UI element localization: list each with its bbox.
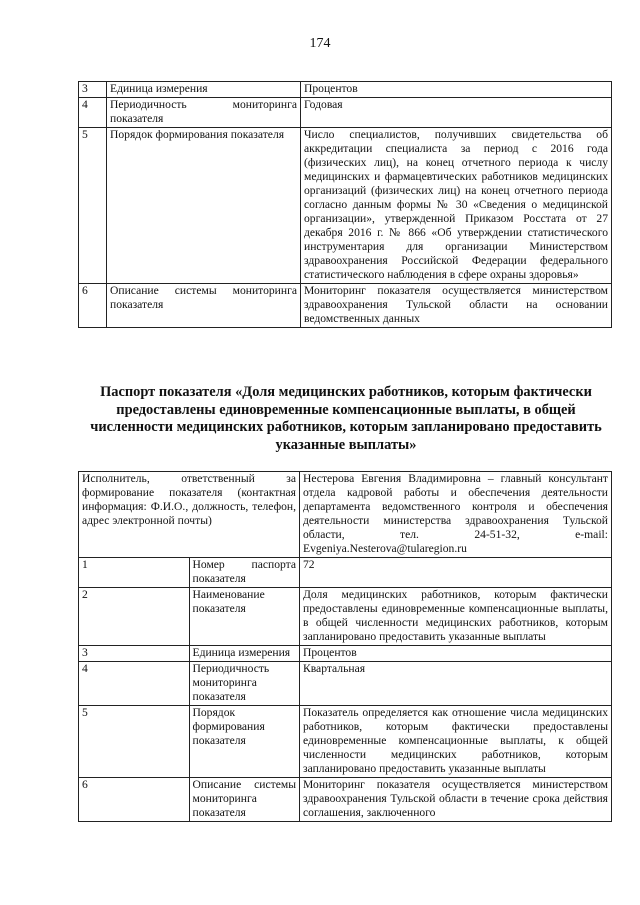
row-number: 3 — [79, 646, 190, 662]
row-number: 3 — [79, 82, 107, 98]
row-label: Описание системы мониторинга показателя — [107, 284, 301, 328]
row-value: 72 — [300, 558, 612, 588]
row-number: 5 — [79, 706, 190, 778]
row-number: 1 — [79, 558, 190, 588]
table-row-executor — [79, 472, 612, 558]
table-row — [79, 706, 612, 778]
table-row — [79, 98, 612, 128]
passport-table — [78, 471, 612, 822]
row-value: Доля медицинских работников, которым фактически предоставлены единовременные компенсационные выплаты, в общей численности медицинских работников, которым запланировано предоставить указанные выплаты — [300, 588, 612, 646]
passport-table-continued — [78, 81, 612, 328]
row-label: Порядок формирования показателя — [189, 706, 300, 778]
row-value: Процентов — [300, 646, 612, 662]
page-number: 174 — [309, 36, 331, 51]
table-row — [79, 662, 612, 706]
row-label: Единица измерения — [189, 646, 300, 662]
row-label: Единица измерения — [107, 82, 301, 98]
row-label: Периодичность мониторинга показателя — [189, 662, 300, 706]
row-value: Мониторинг показателя осуществляется министерством здравоохранения Тульской области на основании ведомственных данных — [301, 284, 612, 328]
row-number: 2 — [79, 588, 190, 646]
table-row — [79, 82, 612, 98]
row-label: Периодичность мониторинга показателя — [107, 98, 301, 128]
executor-label: Исполнитель, ответственный за формирование показателя (контактная информация: Ф.И.О., должность, телефон, адрес электронной почты) — [79, 472, 300, 558]
row-value: Показатель определяется как отношение числа медицинских работников, которым фактически предоставлены единовременные компенсационные выплаты, к общей численности медицинских работников, которым запланировано предоставить указанные выплаты — [300, 706, 612, 778]
table-row — [79, 588, 612, 646]
row-number: 6 — [79, 778, 190, 822]
table-row — [79, 646, 612, 662]
row-value: Годовая — [301, 98, 612, 128]
row-label: Порядок формирования показателя — [107, 128, 301, 284]
row-label: Наименование показателя — [189, 588, 300, 646]
row-value: Мониторинг показателя осуществляется министерством здравоохранения Тульской области в течение срока действия соглашения, заключенного — [300, 778, 612, 822]
row-value: Процентов — [301, 82, 612, 98]
row-number: 6 — [79, 284, 107, 328]
row-value: Квартальная — [300, 662, 612, 706]
row-label: Описание системы мониторинга показателя — [189, 778, 300, 822]
table-row — [79, 284, 612, 328]
row-number: 4 — [79, 98, 107, 128]
row-number: 4 — [79, 662, 190, 706]
executor-value: Нестерова Евгения Владимировна – главный консультант отдела кадровой работы и обеспечения деятельности департамента ведомственного контроля и обеспечения деятельности министерства здравоохранения Тульской области, тел. 24-51-32, e-mail: Evgeniya.Nesterova@tularegion.ru — [300, 472, 612, 558]
row-value: Число специалистов, получивших свидетельства об аккредитации специалиста за период с 2016 года (физических лиц), на конец отчетного периода к числу медицинских и фармацевтических работников медицинских организаций (физических лиц) на конец отчетного периода согласно данным формы № 30 «Сведения о медицинской организации», утвержденной Приказом Росстата от 27 декабря 2016 г. № 866 «Об утверждении статистического инструментария для организации Министерством здравоохранения Российской Федерации федерального статистического наблюдения в сфере охраны здоровья» — [301, 128, 612, 284]
table-row — [79, 778, 612, 822]
section-heading: Паспорт показателя «Доля медицинских работников, которым фактически предоставлены единовременные компенсационные выплаты, в общей численности медицинских работников, которым запланировано предоставить указанные выплаты» — [90, 384, 602, 453]
row-label: Номер паспорта показателя — [189, 558, 300, 588]
row-number: 5 — [79, 128, 107, 284]
table-row — [79, 558, 612, 588]
table-row — [79, 128, 612, 284]
